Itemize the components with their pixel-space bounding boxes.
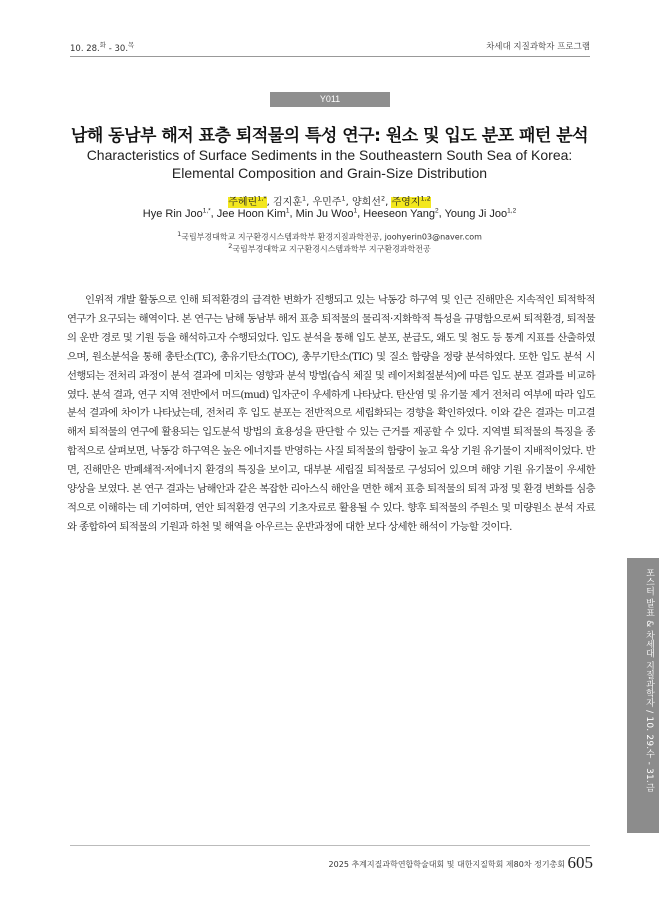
- author-ko: 주영지$^{1,2}$: [391, 194, 431, 208]
- author-ko: 양희선$^2$: [351, 194, 386, 208]
- header-program-name: 차세대 지질과학자 프로그램: [486, 42, 590, 52]
- author-en: Hye Rin Joo$^{1,*}$: [142, 207, 211, 220]
- authors-korean: 주혜린$^{1,*}$, 김지훈$^1$, 우민주$^1$, 양희선$^2$, 주영지$^{1,2}$: [228, 194, 431, 208]
- author-en: Jee Hoon Kim$^1$: [216, 207, 290, 220]
- author-ko: 주혜린$^{1,*}$: [228, 194, 267, 208]
- author-en: Heeseon Yang$^2$: [363, 207, 439, 220]
- side-section-tab: [627, 558, 659, 833]
- abstract-body: 인위적 개발 활동으로 인해 퇴적환경의 급격한 변화가 진행되고 있는 낙동강 하구역 및 인근 진해만은 지속적인 퇴적학적 연구가 요구되는 해역이다. 본 연구는 남해 동남부 해저 표층 퇴적물의 물리적·지화학적 특성을 규명함으로써 퇴적환경, 퇴적물의 운반 경로 및 기원 등을 해석하고자 수행되었다. 입도 분석을 통해 입도 분포, 분급도, 왜도 및 첨도 등 통계 지표를 산출하였으며, 원소분석을 통해 총탄소(TC), 총유기탄소(TOC), 총무기탄소(TIC) 및 질소 함량을 정량 분석하였다. 또한 입도 분석 시 선행되는 전처리 과정이 분석 결과에 미치는 영향과 분석 방법(습식 체질 및 레이저회절분석)에 따른 입도 분포 결과를 비교하였다. 분석 결과, 연구 지역 전반에서 머드(mud) 입자군이 우세하게 나타났다. 탄산염 및 유기물 제거 전처리 여부에 따라 입도분석 결과에 차이가 나타났는데, 전처리 후 입도 분포는 전반적으로 세립화되는 경향을 확인하였다. 이와 같은 결과는 미고결 해저 퇴적물의 연구에 활용되는 입도분석 방법의 효용성을 판단할 수 있는 근거를 제공할 수 있다. 지역별 퇴적물의 특징을 종합적으로 살펴보면, 낙동강 하구역은 높은 에너지를 반영하는 사질 퇴적물의 함량이 높고 육상 기원 유기물이 지배적이었다. 반면, 진해만은 반폐쇄적·저에너지 환경의 특징을 보이고, 대부분 세립질 퇴적물로 구성되어 있으며 해양 기원 유기물이 우세한 양상을 보였다. 본 연구 결과는 남해안과 같은 복잡한 리아스식 해안을 면한 해저 표층 퇴적물의 퇴적 과정 및 환경 변화를 심층적으로 이해하는 데 기여하며, 연안 퇴적환경 연구의 기초자료로 활용될 수 있다. 향후 퇴적물의 주원소 및 미량원소 분석 자료와 종합하여 퇴적물의 기원과 하천 및 해역을 아우르는 운반과정에 대한 보다 상세한 해석이 가능할 것이다.: [67, 294, 595, 533]
- title-english-line1: Characteristics of Surface Sediments in the Southeastern South Sea of Korea:: [86, 147, 573, 163]
- author-en: Min Ju Woo$^1$: [295, 207, 358, 220]
- title-english: [60, 146, 599, 182]
- page-number: 605: [567, 853, 593, 872]
- author-ko: 우민주$^1$: [312, 194, 346, 208]
- authors-english: Hye Rin Joo$^{1,*}$, Jee Hoon Kim$^1$, Min Ju Woo$^1$, Heeseon Yang$^2$, Young Ji Joo$^{1,2}$: [142, 207, 517, 220]
- author-ko: 김지훈$^1$: [273, 194, 307, 208]
- title-english-line2: Elemental Composition and Grain-Size Distribution: [171, 165, 488, 181]
- affiliation-2: $^2$국립부경대학교 지구환경시스템과학부 지구환경과학전공: [228, 242, 431, 254]
- footer-divider: [70, 845, 590, 846]
- header-date-range: 10. 28.$^화$ - 30.$^목$: [70, 41, 135, 54]
- author-en: Young Ji Joo$^{1,2}$: [444, 207, 517, 220]
- footer-conference-name: 2025 추계지질과학연합학술대회 및 대한지질학회 제80차 정기총회: [328, 860, 565, 869]
- abstract-code-badge: Y011: [270, 92, 390, 107]
- side-tab-label: 포스터 발표 & 차세대 지질과학자 / 10. 29.수 - 31.금: [644, 568, 654, 793]
- header-divider: [70, 56, 590, 57]
- affiliation-1: $^1$국립부경대학교 지구환경시스템과학부 환경지질과학전공, joohyerin03@naver.com: [177, 230, 482, 242]
- title-korean: 남해 동남부 해저 표층 퇴적물의 특성 연구: 원소 및 입도 분포 패턴 분석: [70, 126, 589, 146]
